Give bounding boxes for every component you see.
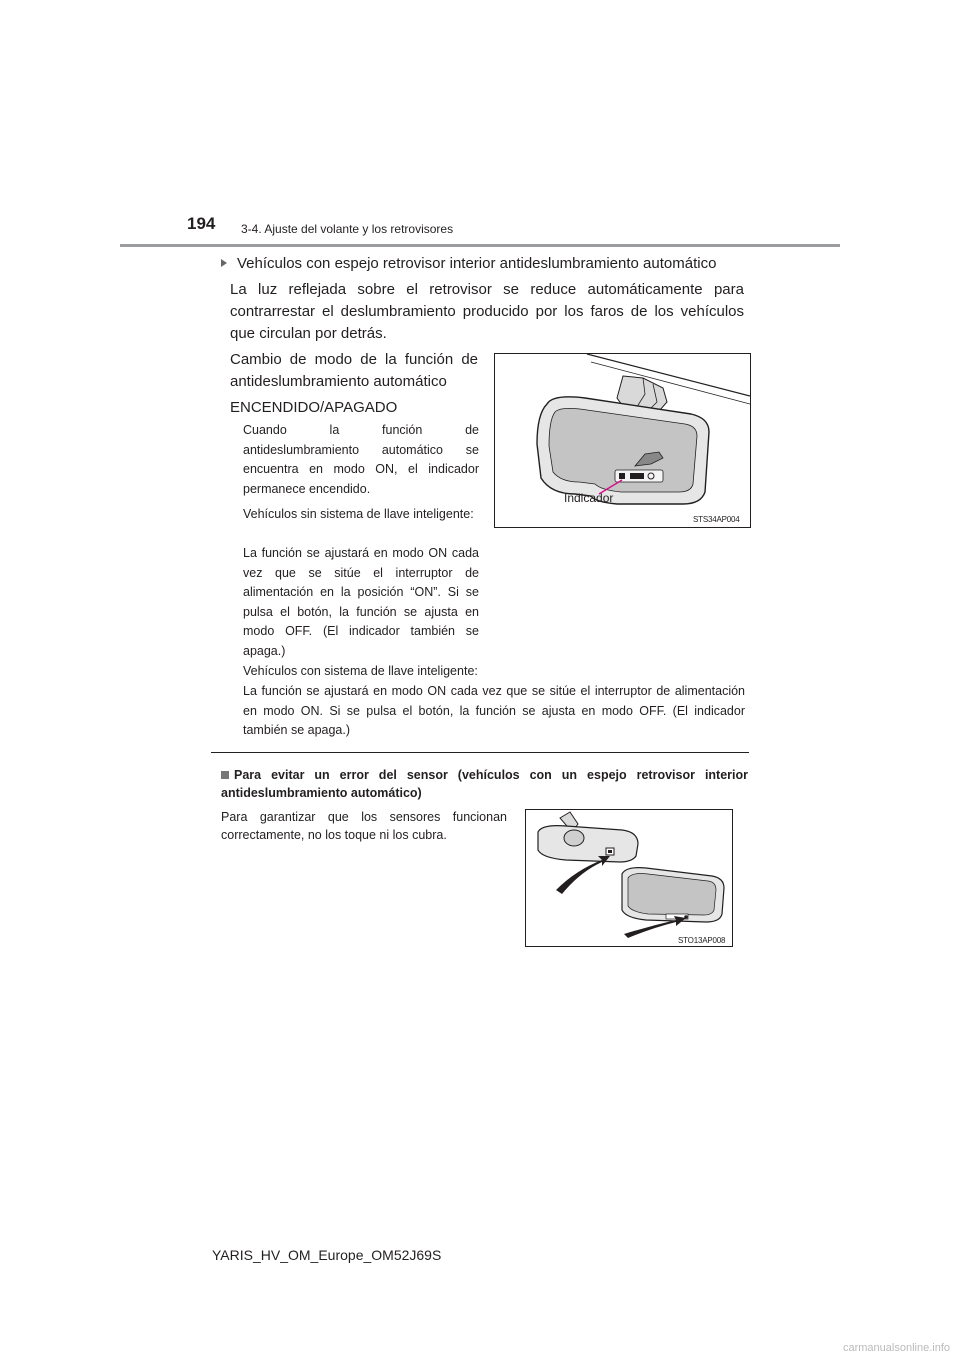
section-divider <box>211 752 749 753</box>
smart-key-body: La función se ajustará en modo ON cada vez que se sitúe el interruptor de alimentación en modo ON. Si se pulsa el botón, la función se ajusta en modo OFF. (El indicador también se apaga.) <box>243 684 745 737</box>
sensor-heading <box>221 766 748 802</box>
page-number: 194 <box>187 214 216 233</box>
smart-key-title: Vehículos con sistema de llave inteligente: <box>243 664 478 678</box>
figure-code-2: STO13AP008 <box>678 936 726 945</box>
mirror-sensor-figure <box>525 809 733 947</box>
watermark: carmanualsonline.info <box>842 1342 950 1354</box>
rear-view-mirror-illustration <box>495 354 750 527</box>
header-rule <box>120 244 840 247</box>
indicator-label: Indicador <box>564 491 614 505</box>
square-bullet-icon <box>221 771 229 779</box>
mirror-indicator-figure <box>494 353 751 528</box>
subheading <box>221 255 716 272</box>
indicator-note: Cuando la función de antideslumbramiento automático se encuentra en modo ON, el indicador permanece encendido. <box>243 423 479 496</box>
no-smart-key-title: Vehículos sin sistema de llave inteligente: <box>243 507 474 521</box>
intro-paragraph: La luz reflejada sobre el retrovisor se reduce automáticamente para contrarrestar el deslumbramiento producido por los faros de los vehículos que circulan por detrás. <box>230 281 744 342</box>
no-smart-key-body: La función se ajustará en modo ON cada vez que se sitúe el interruptor de alimentación en la posición “ON”. Si se pulsa el botón, la función se ajusta en modo OFF. (El indicador también se apaga.) <box>243 546 479 658</box>
sensor-heading-text: Para evitar un error del sensor (vehículos con un espejo retrovisor interior antideslumbramiento automático) <box>221 768 748 800</box>
sensor-body: Para garantizar que los sensores funcionan correctamente, no los toque ni los cubra. <box>221 810 507 842</box>
section-title: 3-4. Ajuste del volante y los retrovisores <box>241 222 454 236</box>
mirror-sensors-illustration <box>526 810 732 946</box>
mode-change-text: Cambio de modo de la función de antideslumbramiento automático <box>230 351 478 390</box>
triangle-bullet-icon <box>221 259 227 267</box>
on-off-label: ENCENDIDO/APAGADO <box>230 399 398 416</box>
document-id: YARIS_HV_OM_Europe_OM52J69S <box>212 1247 442 1263</box>
subheading-text: Vehículos con espejo retrovisor interior antideslumbramiento automático <box>237 255 717 272</box>
figure-code: STS34AP004 <box>693 515 740 524</box>
